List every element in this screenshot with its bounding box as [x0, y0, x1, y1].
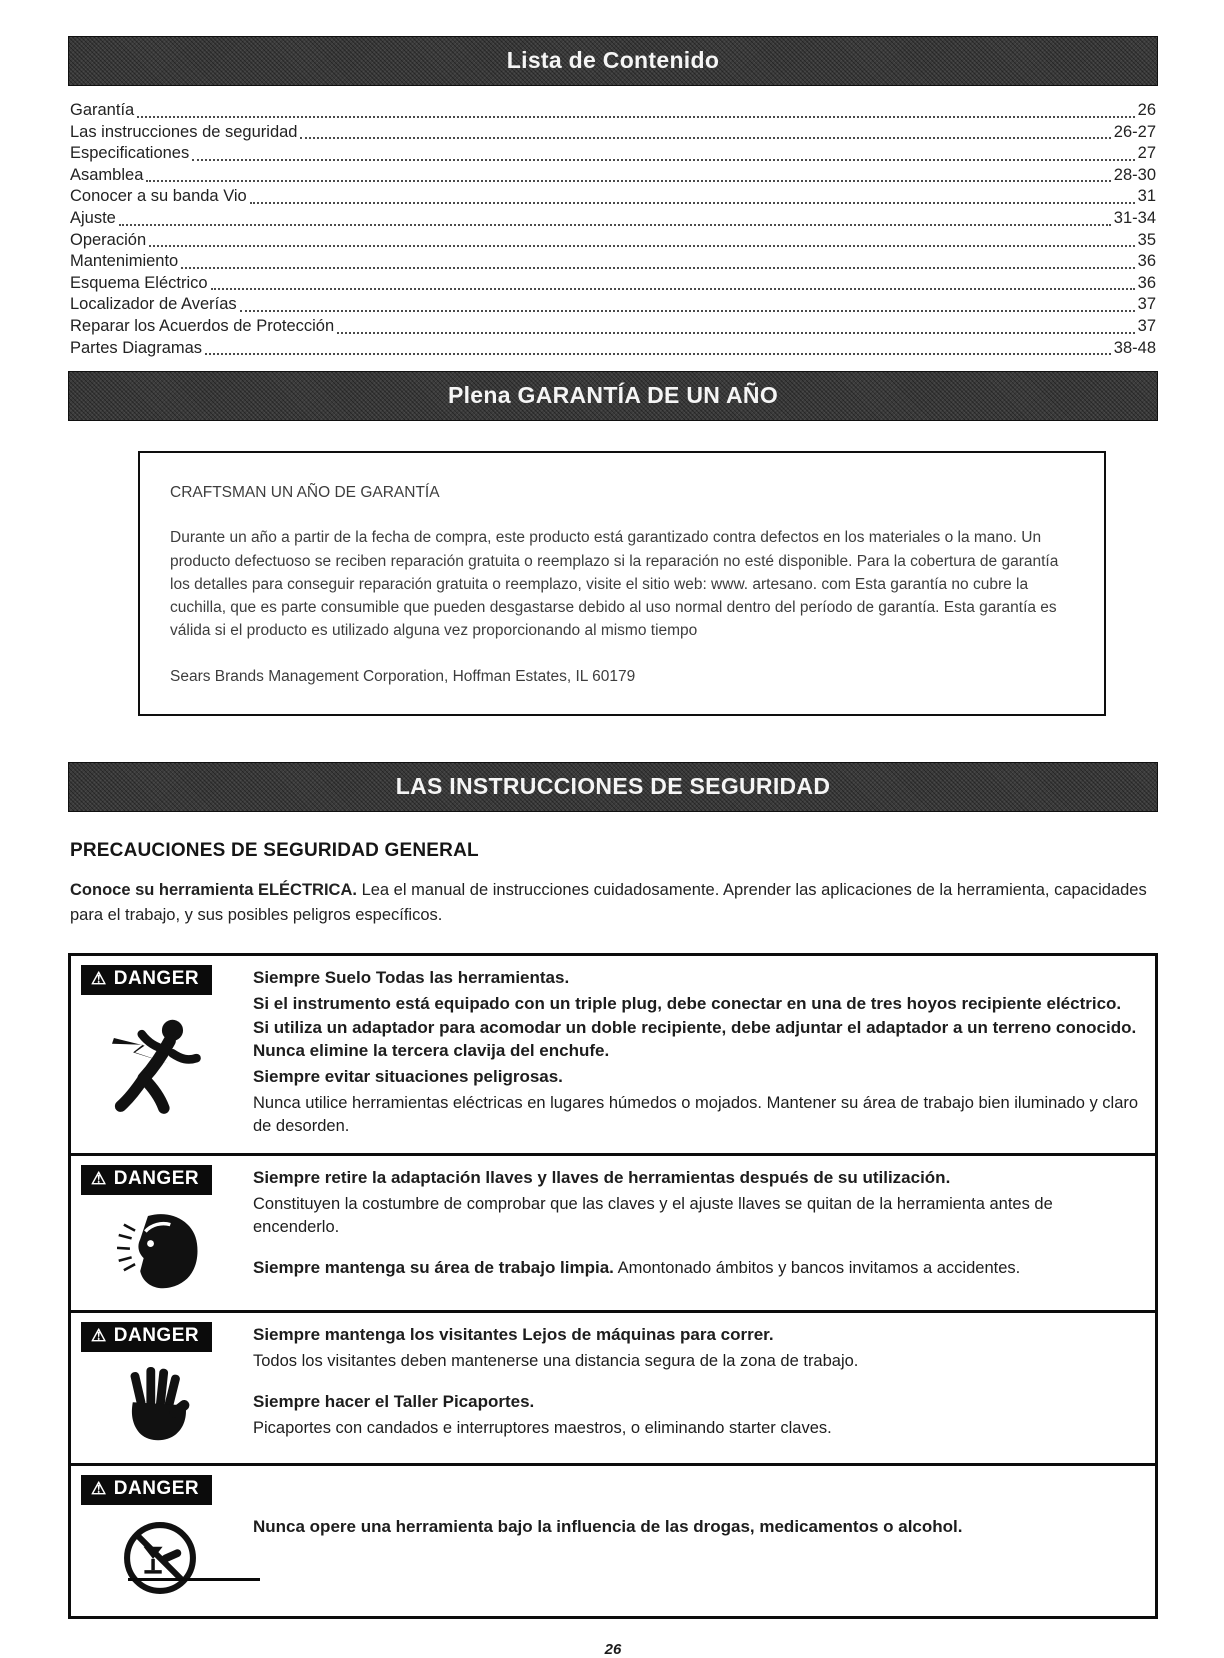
- fold-mark-line: [128, 1578, 260, 1581]
- toc-item-page: 26: [1137, 101, 1156, 119]
- warning-triangle-icon: ⚠: [91, 968, 107, 988]
- toc-item: [70, 316, 1156, 338]
- toc-leader-dots: [119, 224, 1111, 226]
- toc-item-page: 36: [1137, 252, 1156, 271]
- danger-row-left: [81, 1322, 239, 1449]
- toc-item-page: 35: [1137, 230, 1156, 249]
- toc-item-page: 38-48: [1113, 338, 1156, 357]
- warranty-body-text: Durante un año a partir de la fecha de compra, este producto está garantizado contra defectos en los materiales o la mano. Un producto defectuoso se reciben reparación gratuita o reemplazo si la reparación no esté disponible. Para la cobertura de garantía los detalles para conseguir reparación gratuita o reemplazo, visite el sitio web: www. artesano. com Esta garantía no cubre la cuchilla, que es parte consumible que pueden desgastarse debido al uso normal dentro del período de garantía. Esta garantía es válida si el producto es utilizado alguna vez proporcionando al mismo tiempo: [170, 529, 1059, 640]
- toc-item: [70, 294, 1156, 316]
- warranty-box: [138, 451, 1106, 716]
- toc-item-label: Conocer a su banda Vio: [70, 187, 247, 206]
- danger-row-body: [239, 1165, 1141, 1296]
- toc-item: [70, 208, 1156, 230]
- toc-item-label: Esquema Eléctrico: [70, 273, 208, 292]
- toc-leader-dots: [192, 159, 1134, 161]
- danger-bold-text: Si el instrumento está equipado con un triple plug, debe conectar en una de tres hoyos recipiente eléctrico. Si utiliza un adaptador para acomodar un doble recipiente, debe adjuntar el adaptador a un terreno conocido. Nunca elimine la tercera clavija del enchufe.: [253, 993, 1137, 1061]
- danger-heading: Siempre hacer el Taller Picaportes.: [253, 1391, 535, 1411]
- toc-item-page: 36: [1137, 273, 1156, 292]
- danger-row-left: [81, 965, 239, 1139]
- toc-item-label: Ajuste: [70, 208, 116, 227]
- danger-badge: [81, 1322, 212, 1352]
- page-number: 26: [604, 1641, 622, 1658]
- warning-triangle-icon: ⚠: [91, 1168, 107, 1188]
- danger-heading: Nunca opere una herramienta bajo la influencia de las drogas, medicamentos o alcohol.: [253, 1517, 963, 1537]
- warning-triangle-icon: ⚠: [91, 1325, 107, 1345]
- toc-leader-dots: [149, 245, 1135, 247]
- danger-text: Constituyen la costumbre de comprobar que las claves y el ajuste llaves se quitan de la herramienta antes de encenderlo.: [253, 1195, 1053, 1236]
- toc-item-label: Garantía: [70, 101, 135, 119]
- toc-leader-dots: [137, 116, 1134, 118]
- danger-row-grounding: [71, 956, 1155, 1153]
- toc-item-page: 37: [1137, 316, 1156, 335]
- danger-badge-label: DANGER: [113, 1478, 200, 1500]
- toc-item-page: 26-27: [1113, 122, 1156, 141]
- warranty-signature: Sears Brands Management Corporation, Hoffman Estates, IL 60179: [170, 667, 636, 685]
- toc-item-page: 31: [1137, 187, 1156, 206]
- toc-item: [70, 165, 1156, 187]
- toc-item: [70, 338, 1156, 360]
- toc-item-label: Asamblea: [70, 165, 144, 184]
- danger-heading: Siempre Suelo Todas las herramientas.: [253, 968, 570, 987]
- danger-row-visitors: [71, 1310, 1155, 1463]
- toc-item: [70, 230, 1156, 252]
- danger-heading: Siempre retire la adaptación llaves y llaves de herramientas después de su utilización.: [253, 1168, 951, 1188]
- toc-item: [70, 186, 1156, 208]
- toc-item: [70, 251, 1156, 273]
- danger-heading: Siempre mantenga su área de trabajo limpia.: [253, 1257, 614, 1277]
- toc-item-page: 27: [1137, 144, 1156, 163]
- toc-item-label: Reparar los Acuerdos de Protección: [70, 316, 335, 335]
- no-drugs-icon: [121, 1519, 199, 1602]
- danger-text: Picaportes con candados e interruptores maestros, o eliminando starter claves.: [253, 1418, 832, 1437]
- toc-item-page: 37: [1137, 295, 1156, 314]
- toc-item-label: Especificationes: [70, 144, 190, 163]
- toc-item: [70, 122, 1156, 144]
- danger-badge-label: DANGER: [113, 968, 200, 989]
- warning-triangle-icon: ⚠: [91, 1478, 107, 1498]
- danger-heading: Siempre mantenga los visitantes Lejos de máquinas para correr.: [253, 1325, 774, 1345]
- toc-leader-dots: [205, 353, 1111, 355]
- safety-intro-bold: Conoce su herramienta ELÉCTRICA.: [70, 880, 357, 899]
- safety-intro-rest: Lea el manual de instrucciones cuidadosamente. Aprender las aplicaciones de la herramienta, capacidades para el trabajo, y sus posibles peligros específicos.: [70, 880, 1147, 925]
- toc-item-label: Partes Diagramas: [70, 338, 203, 357]
- danger-row-drugs-alcohol: [71, 1463, 1155, 1616]
- danger-row-body: [239, 1322, 1141, 1449]
- toc-item-page: 31-34: [1113, 208, 1156, 227]
- danger-badge: [81, 1165, 212, 1195]
- toc-item-label: Las instrucciones de seguridad: [70, 122, 298, 141]
- danger-badge: [81, 965, 212, 995]
- toc-leader-dots: [300, 137, 1110, 139]
- danger-badge-label: DANGER: [113, 1168, 200, 1190]
- safety-intro: [70, 878, 1158, 929]
- toc-item: [70, 143, 1156, 165]
- toc-leader-dots: [250, 202, 1135, 204]
- toc-item-label: Operación: [70, 230, 147, 249]
- toc-item-label: Localizador de Averías: [70, 295, 237, 314]
- safety-section-title: LAS INSTRUCCIONES DE SEGURIDAD: [395, 772, 831, 799]
- toc-leader-dots: [240, 310, 1135, 312]
- toc-section-bar: [68, 36, 1158, 86]
- toc-leader-dots: [211, 288, 1135, 290]
- toc-item-label: Mantenimiento: [70, 252, 179, 271]
- stop-hand-icon: [128, 1366, 192, 1449]
- danger-row-remove-keys: [71, 1153, 1155, 1310]
- toc-leader-dots: [337, 332, 1134, 334]
- danger-text: Amontonado ámbitos y bancos invitamos a accidentes.: [613, 1258, 1021, 1277]
- danger-row-left: [81, 1165, 239, 1296]
- safety-section-bar: [68, 762, 1158, 812]
- table-of-contents: [70, 100, 1156, 359]
- danger-badge-label: DANGER: [113, 1325, 200, 1347]
- toc-item: [70, 273, 1156, 295]
- danger-row-left: [81, 1475, 239, 1602]
- face-shield-icon: [117, 1209, 203, 1296]
- toc-section-title: Lista de Contenido: [506, 47, 720, 73]
- electric-shock-icon: [112, 1009, 208, 1120]
- warranty-section-bar: [68, 371, 1158, 421]
- safety-subtitle: PRECAUCIONES DE SEGURIDAD GENERAL: [70, 839, 479, 861]
- toc-item: [70, 100, 1156, 122]
- toc-leader-dots: [146, 180, 1110, 182]
- danger-row-body: [239, 965, 1141, 1139]
- toc-item-page: 28-30: [1113, 165, 1156, 184]
- danger-badge: [81, 1475, 212, 1505]
- danger-table: [68, 953, 1158, 1619]
- warranty-section-title: Plena GARANTÍA DE UN AÑO: [447, 382, 779, 409]
- danger-text: Nunca utilice herramientas eléctricas en lugares húmedos o mojados. Mantener su área de trabajo bien iluminado y claro de desorden.: [253, 1093, 1139, 1135]
- toc-leader-dots: [181, 267, 1134, 269]
- danger-text: Todos los visitantes deben mantenerse una distancia segura de la zona de trabajo.: [253, 1352, 859, 1371]
- danger-heading: Siempre evitar situaciones peligrosas.: [253, 1067, 563, 1087]
- danger-row-body: [239, 1475, 1141, 1602]
- warranty-box-title: CRAFTSMAN UN AÑO DE GARANTÍA: [170, 484, 440, 502]
